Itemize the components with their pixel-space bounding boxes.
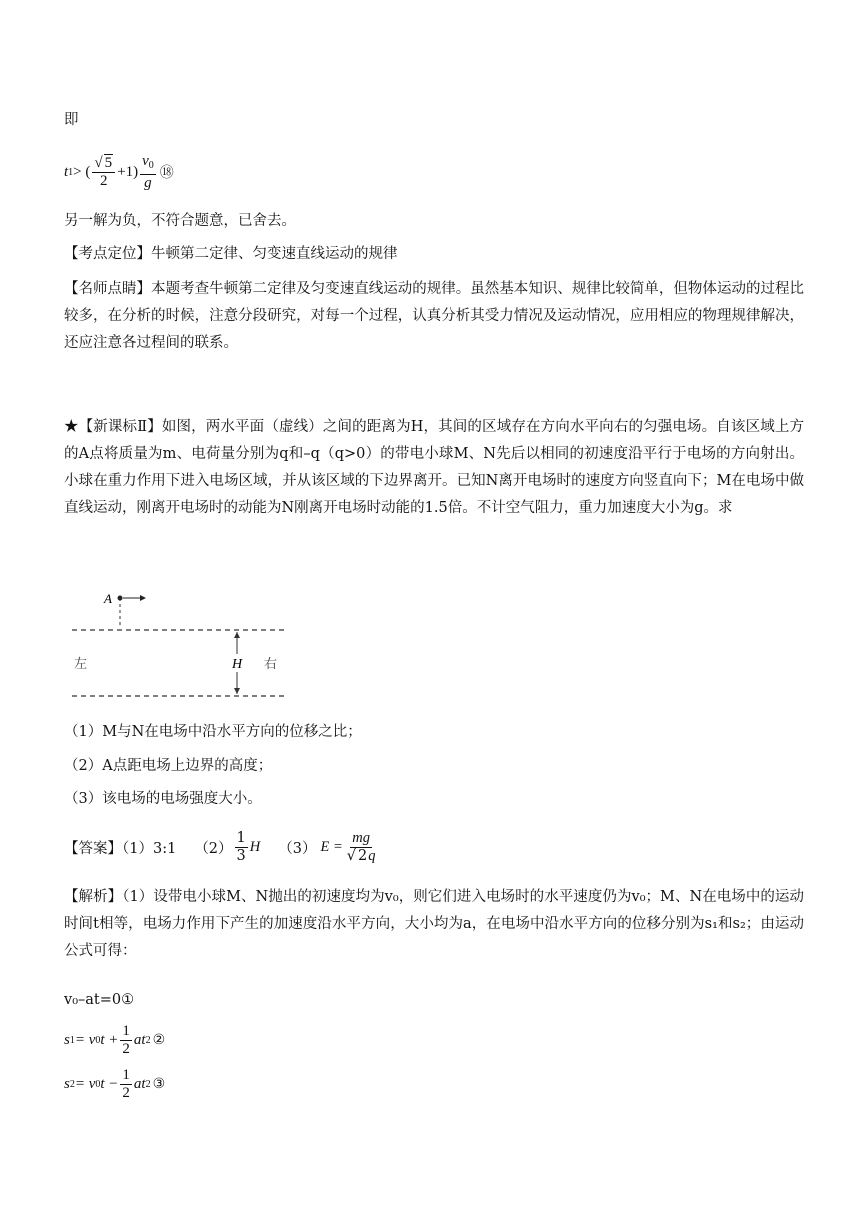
equation-1: v₀–at=0① [64,992,135,1008]
frac-sqrt5-over-2 [92,155,115,190]
inequality-t1 [64,147,174,197]
frac-num: 1 [236,829,246,846]
sub-0: 0 [148,159,154,171]
frac-half [120,1023,132,1058]
sup-2: 2 [145,1034,151,1046]
var-q: q [368,847,376,864]
frac-num-mg: mg [352,829,371,846]
frac-den: 2 [122,1040,130,1057]
frac-den: 2 [122,1084,130,1101]
sup-2: 2 [145,1078,151,1090]
answer-part3: （3） [278,840,317,857]
frac-half [120,1067,132,1102]
text-mingshi: 【名师点睛】本题考查牛顿第二定律及匀变速直线运动的规律。虽然基本知识、规律比较简单，但物体运动的过程比较多，在分析的时候，注意分段研究，对每一个过程，认真分析其受力情况及运动情况，应用相应的物理规律解决，还应注意各过程间的联系。 [64,281,804,351]
frac-num-v0 [140,153,156,175]
var-h: H [249,838,261,855]
eq-mark-2: ② [152,1032,166,1048]
frac-v0-over-g [140,153,156,192]
arrow-head-icon [140,595,146,601]
var-e: E = [320,838,343,855]
var-at: at [133,1031,146,1048]
frac-den: 2 [100,172,108,189]
frac-num: 1 [122,1066,130,1083]
point-a [118,596,123,601]
arrow-down-icon [234,688,240,694]
equation-3 [64,1062,165,1106]
var-v: v [142,152,149,169]
sub-0: 0 [95,1078,101,1090]
plus-one: +1) [117,163,139,180]
gt-sign: > ( [73,163,91,180]
sub-2: 2 [69,1078,75,1090]
question-3: （3）该电场的电场强度大小。 [64,791,262,807]
equation-2 [64,1018,165,1062]
sub-1: 1 [69,1034,75,1046]
label-right: 右 [264,657,278,672]
question-2: （2）A点距电场上边界的高度； [64,758,273,774]
frac-den: 3 [236,847,246,864]
analysis-text: 【解析】（1）设带电小球M、N抛出的初速度均为v₀，则它们进入电场时的水平速度仍为v₀；M、N在电场中的运动时间t相等，电场力作用下产生的加速度沿水平方向，大小均为a，在电场中沿水平方向的位移分别为s₁和s₂；由运动公式可得： [64,889,804,959]
sub-0: 0 [95,1034,101,1046]
label-h: H [232,657,243,672]
var-t: t − [100,1075,119,1092]
sqrt-2: 2 [358,847,368,864]
problem-statement: ★【新课标Ⅱ】如图，两水平面（虚线）之间的距离为H，其间的区域存在方向水平向右的匀强电场。自该区域上方的A点将质量为m、电荷量分别为q和–q（q>0）的带电小球M、N先后以相同的初速度沿平行于电场的方向射出。小球在重力作用下进入电场区域，并从该区域的下边界离开。已知N离开电场时的速度方向竖直向下；M在电场中做直线运动，刚离开电场时的动能为N刚离开电场时动能的1.5倍。不计空气阻力，重力加速度大小为g。求 [64,419,804,516]
answer-part2: （2） [194,840,233,857]
answer-label: 【答案】（1）3:1 [64,840,177,857]
frac-den-sqrt2q: √ 2q [346,847,376,864]
frac-one-third [235,830,248,865]
var-t: t [64,163,69,180]
answer-line [64,824,380,870]
var-t: t + [100,1031,119,1048]
arrow-up-icon [234,632,240,638]
frac-mg-over-sqrt2q [345,830,378,865]
eq-mark-3: ③ [152,1076,166,1092]
label-a: A [104,591,112,606]
sqrt-5: 5 [104,154,113,171]
label-left: 左 [74,657,88,672]
var-s: s [64,1031,70,1048]
frac-num: √ 5 [92,155,115,173]
var-at: at [133,1075,146,1092]
var-v: = v [74,1075,96,1092]
var-v: = v [74,1031,96,1048]
var-g: g [144,174,152,191]
field-diagram [64,588,304,708]
sub-1: 1 [68,166,74,178]
var-s: s [64,1075,70,1092]
eq-mark-18: ⑱ [159,165,174,181]
frac-num: 1 [122,1022,130,1039]
text-kaodian: 【考点定位】牛顿第二定律、匀变速直线运动的规律 [64,246,398,262]
question-1: （1）M与N在电场中沿水平方向的位移之比； [64,724,362,740]
text-reject: 另一解为负，不符合题意，已舍去。 [64,213,296,229]
text-ji: 即 [64,112,79,128]
